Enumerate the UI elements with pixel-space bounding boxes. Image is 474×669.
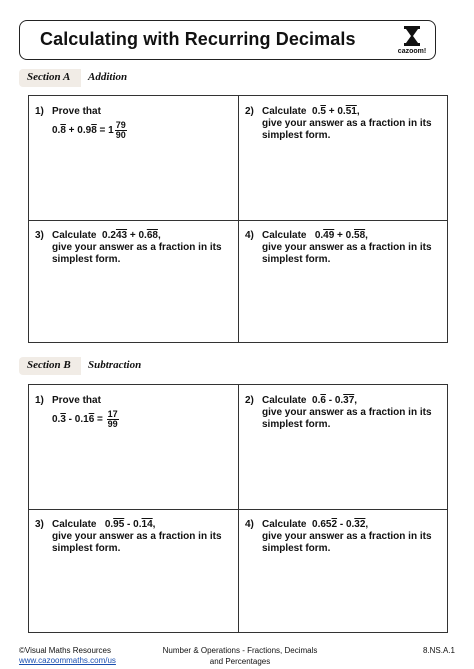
question-b3 <box>35 519 235 554</box>
question-prompt: Prove that <box>52 395 101 406</box>
question-expression: Calculate 0.243 + 0.68, <box>52 230 161 241</box>
footer-copyright <box>19 646 116 666</box>
fraction: $\frac{79}{90}$ <box>115 120 126 140</box>
question-b2 <box>245 395 445 430</box>
question-number: 3) <box>35 519 44 530</box>
logo-wordmark: cazoom! <box>397 48 427 55</box>
section-tab <box>19 357 81 375</box>
footer-topic <box>140 645 340 667</box>
question-text: simplest form. <box>52 254 121 265</box>
section-name: Addition <box>88 71 128 83</box>
section-a-grid <box>28 95 448 343</box>
section-label: Section B <box>27 359 71 371</box>
question-text: simplest form. <box>262 130 331 141</box>
question-text: give your answer as a fraction in its <box>52 531 222 542</box>
question-expression: 0.8 + 0.98 = 1 $\frac{79}{90}$ <box>52 120 126 140</box>
question-expression: Calculate 0.652 - 0.32, <box>262 519 369 530</box>
question-number: 2) <box>245 395 254 406</box>
worksheet-title: Calculating with Recurring Decimals <box>40 29 356 49</box>
question-text: simplest form. <box>262 419 331 430</box>
topic-line: and Percentages <box>209 657 271 666</box>
title-banner <box>19 20 436 60</box>
question-expression: 0.3 - 0.16 = $\frac{17}{99}$ <box>52 409 118 429</box>
question-text: give your answer as a fraction in its <box>52 242 222 253</box>
question-b4 <box>245 519 445 554</box>
cazoom-logo <box>396 24 428 56</box>
question-number: 1) <box>35 106 44 117</box>
section-b-grid <box>28 384 448 633</box>
hourglass-icon <box>396 24 428 48</box>
question-a2 <box>245 106 445 141</box>
section-label: Section A <box>27 71 71 83</box>
question-number: 4) <box>245 230 254 241</box>
fraction: $\frac{17}{99}$ <box>107 409 118 429</box>
section-a-header <box>19 69 436 87</box>
question-prompt: Prove that <box>52 106 101 117</box>
section-name: Subtraction <box>88 359 142 371</box>
question-text: give your answer as a fraction in its <box>262 242 432 253</box>
question-number: 3) <box>35 230 44 241</box>
question-a4 <box>245 230 445 265</box>
question-number: 4) <box>245 519 254 530</box>
topic-line: Number & Operations - Fractions, Decimals <box>162 646 318 655</box>
question-text: simplest form. <box>262 543 331 554</box>
question-expression: Calculate 0.49 + 0.58, <box>262 230 368 241</box>
standard-code: 8.NS.A.1 <box>422 646 455 655</box>
copyright-text: ©Visual Maths Resources <box>19 646 112 655</box>
question-text: give your answer as a fraction in its <box>262 531 432 542</box>
question-expression: Calculate 0.95 - 0.14, <box>52 519 156 530</box>
question-text: simplest form. <box>52 543 121 554</box>
section-b-header <box>19 357 436 375</box>
website-link[interactable]: www.cazoommaths.com/us <box>19 656 116 665</box>
question-b1 <box>35 395 235 429</box>
question-expression: Calculate 0.6 - 0.37, <box>262 395 358 406</box>
question-a1 <box>35 106 235 140</box>
question-number: 1) <box>35 395 44 406</box>
grid-divider-horizontal <box>29 509 447 510</box>
question-a3 <box>35 230 235 265</box>
question-text: give your answer as a fraction in its <box>262 118 432 129</box>
section-tab <box>19 69 81 87</box>
question-text: give your answer as a fraction in its <box>262 407 432 418</box>
grid-divider-vertical <box>238 96 239 342</box>
grid-divider-horizontal <box>29 220 447 221</box>
question-text: simplest form. <box>262 254 331 265</box>
question-expression: Calculate 0.5 + 0.51, <box>262 106 360 117</box>
question-number: 2) <box>245 106 254 117</box>
